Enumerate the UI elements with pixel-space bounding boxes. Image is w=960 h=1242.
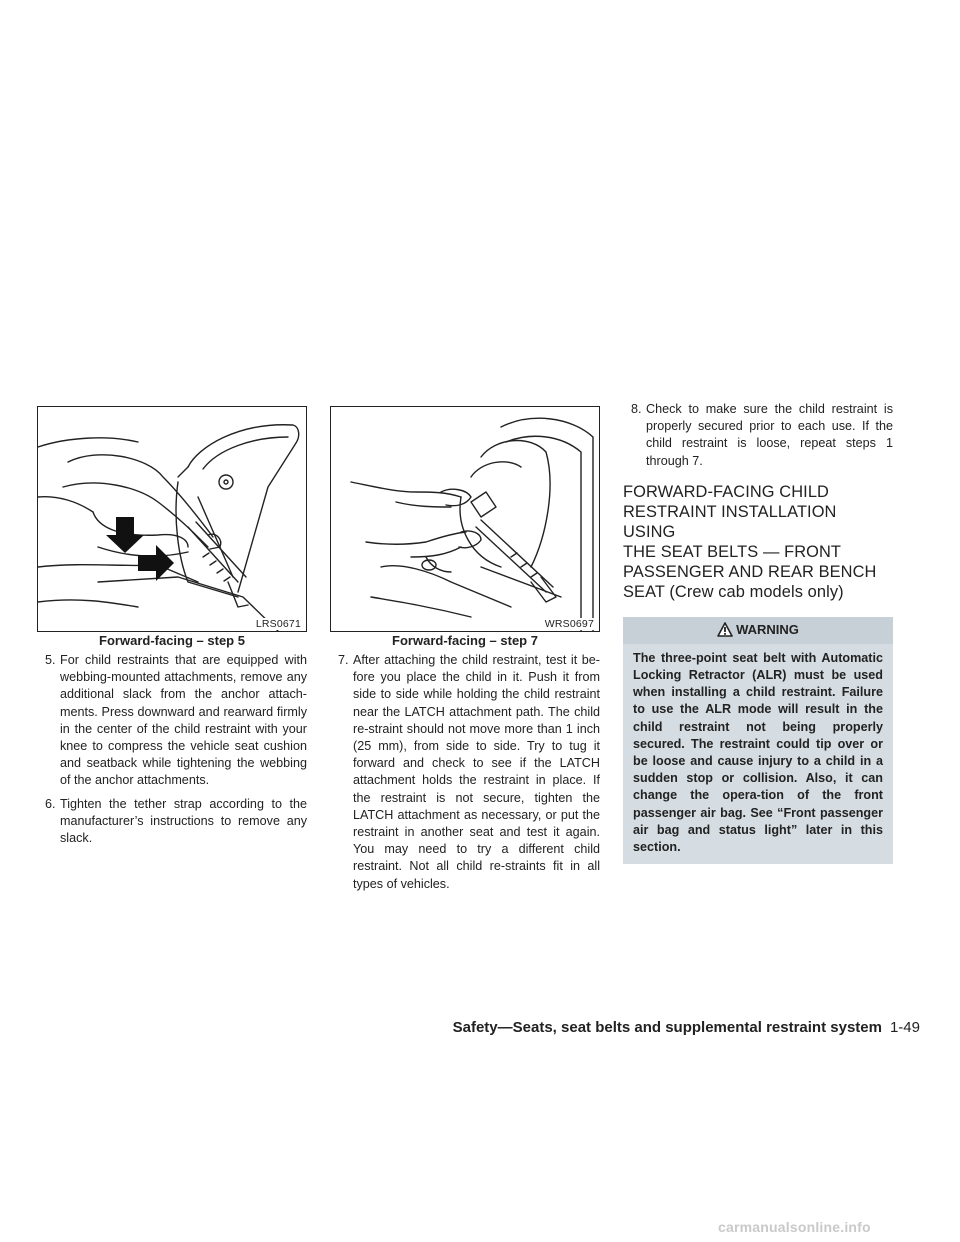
figure-code: LRS0671 — [255, 618, 301, 630]
child-seat-step7-illustration — [331, 407, 599, 631]
step-6 — [37, 796, 307, 848]
figure-caption: Forward-facing – step 5 — [99, 633, 245, 648]
section-heading — [623, 482, 893, 602]
step-text: Tighten the tether strap according to the manufacturer’s instructions to remove any slack. — [60, 796, 307, 846]
step-text: After attaching the child restraint, test it be-fore you place the child in it. Push it from side to side while holding the child restraint near the LATCH attachment path. The child re-straint should not move more than 1 inch (25 mm), from side to side. Try to tug it forward and check to see if the LATCH attachment holds the restraint in place. If the restraint is not secure, tighten the LATCH attachment as necessary, or put the restraint in another seat and test it again. You may need to try a different child restraint. Not all child re-straints fit in all types of vehicles. — [353, 653, 600, 891]
step-text: Check to make sure the child restraint is properly secured prior to each use. If the child restraint is loose, repeat steps 1 through 7. — [646, 402, 893, 468]
figure-step-5 — [37, 406, 307, 632]
section-heading-line: SEAT (Crew cab models only) — [623, 582, 844, 601]
section-heading-line: PASSENGER AND REAR BENCH — [623, 562, 877, 581]
section-heading-line: THE SEAT BELTS — FRONT — [623, 542, 842, 561]
section-heading-line: RESTRAINT INSTALLATION USING — [623, 502, 837, 541]
figure-caption: Forward-facing – step 7 — [392, 633, 538, 648]
child-seat-step5-illustration — [38, 407, 306, 631]
step-number: 6. — [45, 796, 56, 811]
figure-step-7 — [330, 406, 600, 632]
step-5 — [37, 652, 307, 790]
warning-heading-text: WARNING — [736, 621, 799, 637]
figure-code: WRS0697 — [544, 618, 594, 630]
warning-text: The three-point seat belt with Automatic Locking Retractor (ALR) must be used when installing a child restraint. Failure to use the ALR mode will result in the child restraint not being properly secured. The restraint could tip over or be loose and cause injury to a child in a sudden stop or collision. Also, it can change the opera-tion of the front passenger air bag. See “Front passenger air bag and status light” later in this section. — [633, 650, 883, 855]
step-number: 7. — [338, 653, 349, 667]
step-8 — [623, 401, 893, 470]
footer-section-title: Safety—Seats, seat belts and supplemental restraint system — [452, 1019, 882, 1036]
step-number: 8. — [631, 402, 642, 416]
section-heading-line: FORWARD-FACING CHILD — [623, 482, 829, 501]
warning-box — [623, 617, 893, 864]
step-number: 5. — [45, 653, 56, 667]
warning-triangle-icon — [717, 622, 733, 640]
page-footer — [453, 1019, 920, 1036]
column-right — [623, 402, 893, 864]
column-middle — [330, 406, 600, 899]
watermark-text: carmanualsonline.info — [718, 1219, 871, 1235]
column-left — [37, 406, 307, 853]
page-number: 1-49 — [889, 1019, 920, 1036]
step-text: For child restraints that are equipped with webbing-mounted attachments, remove any additional slack from the anchor attach-ments. Press downward and rearward firmly in the center of the child restraint with your knee to compress the vehicle seat cushion and seatback while tightening the webbing of the anchor attachments. — [60, 653, 307, 788]
warning-heading — [623, 617, 893, 644]
step-7 — [330, 652, 600, 893]
